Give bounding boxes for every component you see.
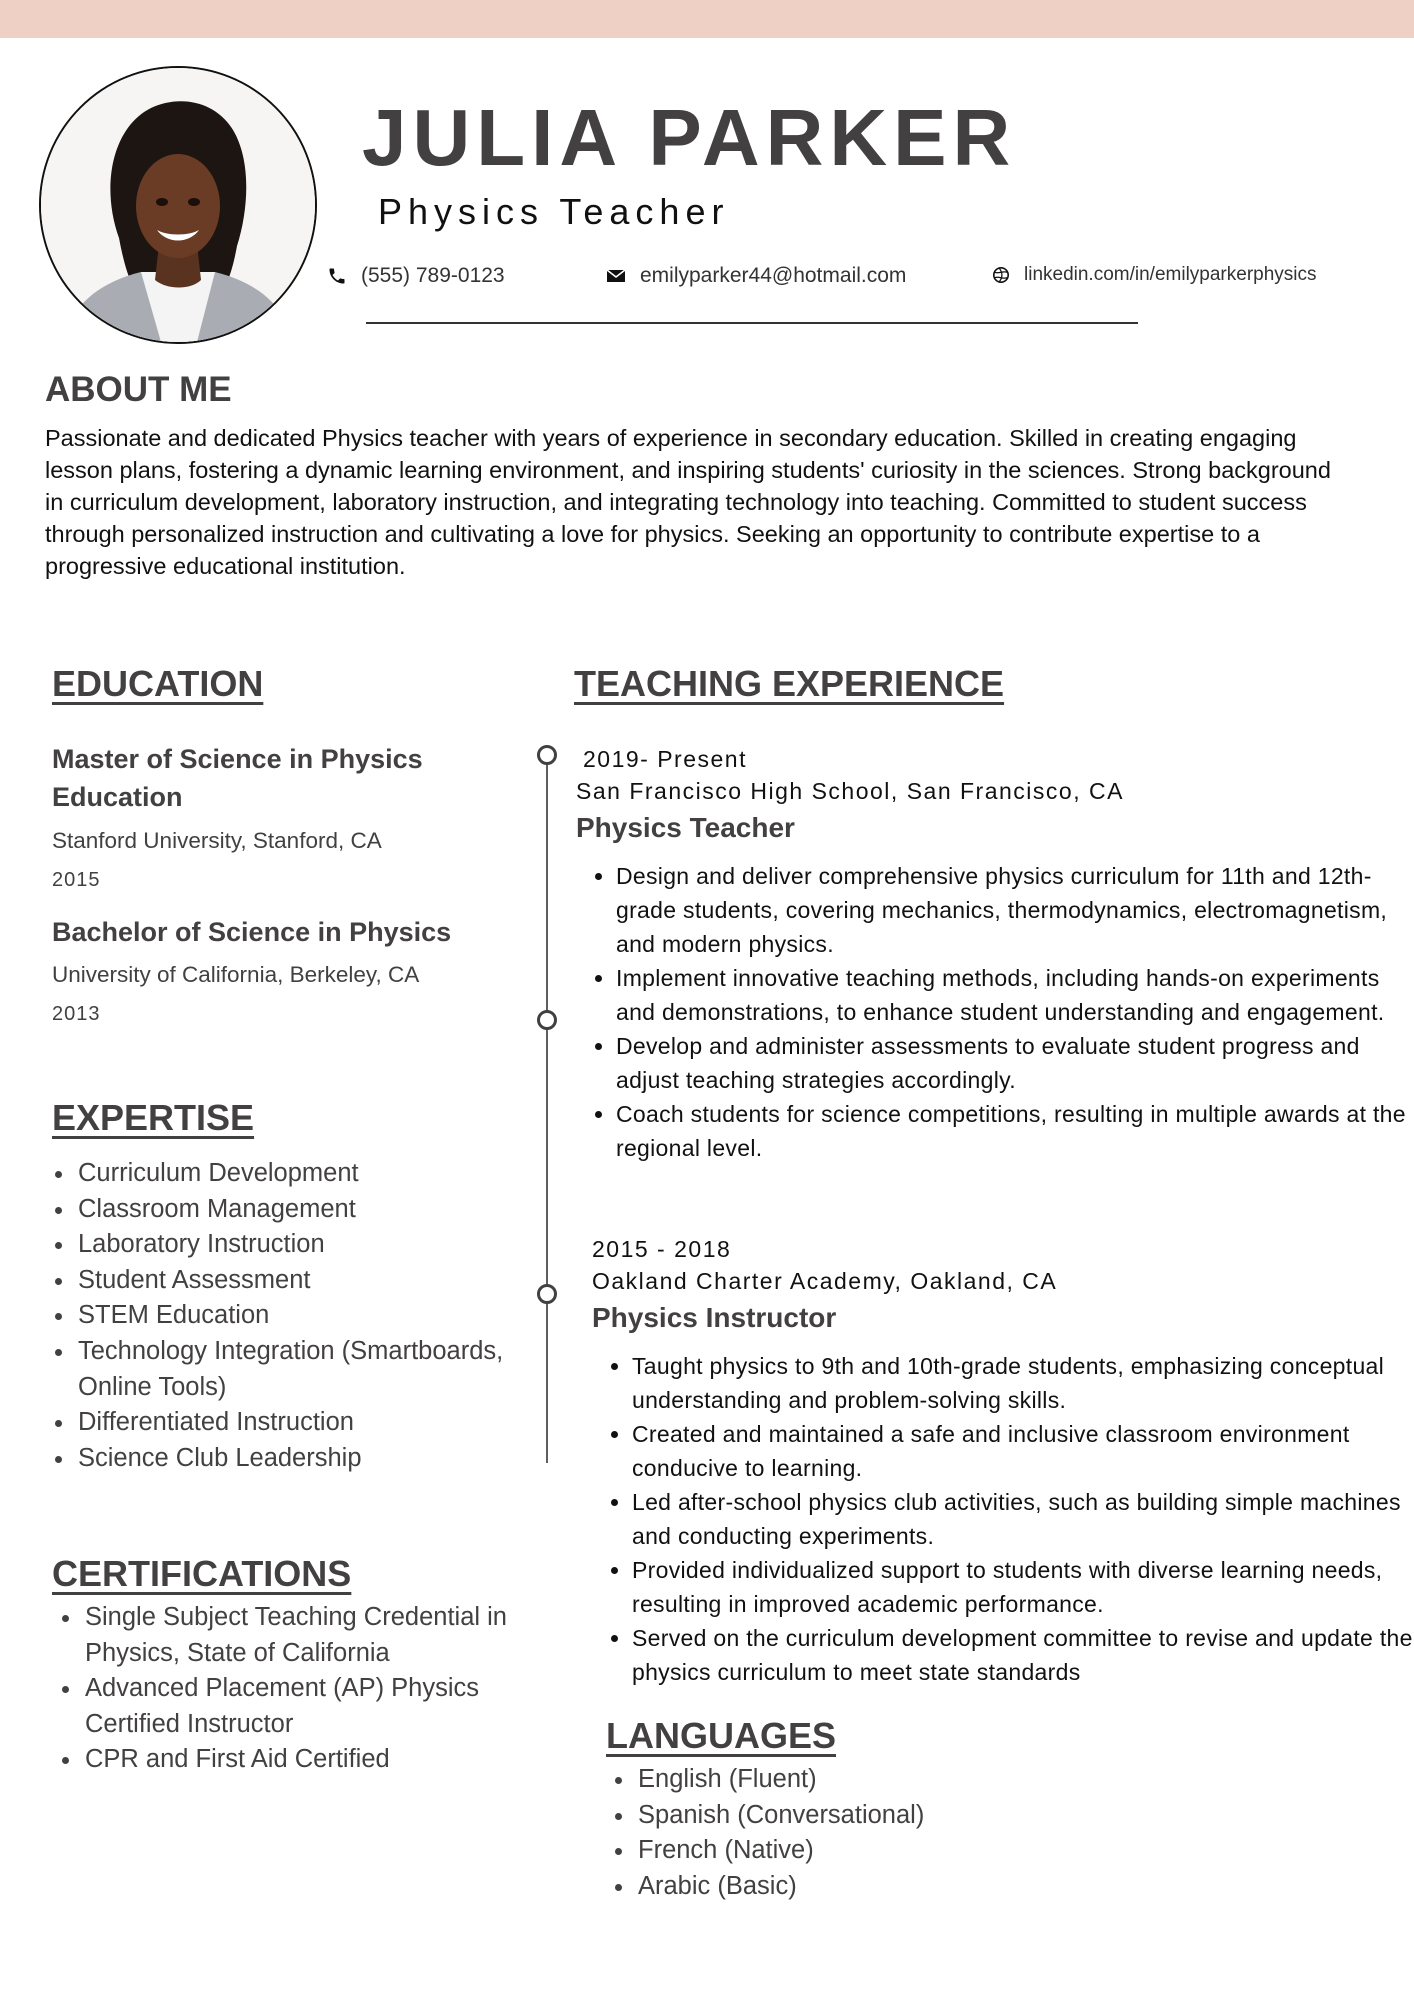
expertise-item: • STEM Education — [76, 1298, 516, 1334]
timeline-line — [546, 753, 548, 1463]
timeline-dot — [537, 745, 557, 765]
globe-icon — [992, 266, 1010, 284]
education-institution: University of California, Berkeley, CA — [52, 962, 420, 987]
candidate-title: Physics Teacher — [378, 191, 730, 232]
duty-item: • Provided individualized support to students with diverse learning needs, resulting in improved academic performance. — [632, 1553, 1414, 1621]
job-period: 2015 - 2018 — [592, 1236, 732, 1262]
candidate-name: JULIA PARKER — [362, 93, 1017, 182]
top-accent-bar — [0, 0, 1414, 38]
duty-item: • Served on the curriculum development committee to revise and update the physics curriculum to meet state standards — [632, 1621, 1414, 1689]
certifications-heading: CERTIFICATIONS — [52, 1553, 352, 1594]
language-item: • Arabic (Basic) — [636, 1869, 1136, 1905]
certification-item: • Advanced Placement (AP) Physics Certified Instructor — [83, 1671, 553, 1742]
languages-list — [612, 1762, 1136, 1904]
timeline-dot — [537, 1284, 557, 1304]
expertise-item: • Technology Integration (Smartboards, Online Tools) — [76, 1334, 516, 1405]
phone-icon — [327, 266, 347, 286]
job-period: 2019- Present — [583, 746, 747, 772]
duty-item: • Created and maintained a safe and inclusive classroom environment conducive to learning. — [632, 1417, 1414, 1485]
expertise-list — [52, 1156, 516, 1476]
education-year: 2015 — [52, 869, 101, 891]
email-text[interactable]: emilyparker44@hotmail.com — [640, 264, 907, 287]
duty-item: • Taught physics to 9th and 10th-grade students, emphasizing conceptual understanding and problem-solving skills. — [632, 1349, 1414, 1417]
duty-item: • Led after-school physics club activities, such as building simple machines and conducting experiments. — [632, 1485, 1414, 1553]
expertise-heading: EXPERTISE — [52, 1097, 255, 1138]
envelope-icon — [606, 268, 626, 284]
language-item: • Spanish (Conversational) — [636, 1798, 1136, 1834]
expertise-item: • Curriculum Development — [76, 1156, 516, 1192]
expertise-item: • Student Assessment — [76, 1263, 516, 1299]
certifications-list — [59, 1600, 553, 1778]
education-heading: EDUCATION — [52, 663, 264, 704]
education-institution: Stanford University, Stanford, CA — [52, 828, 382, 853]
certification-item: • CPR and First Aid Certified — [83, 1742, 553, 1778]
certification-item: • Single Subject Teaching Credential in Physics, State of California — [83, 1600, 553, 1671]
job-role: Physics Teacher — [576, 812, 795, 843]
expertise-item: • Science Club Leadership — [76, 1441, 516, 1477]
job-school: Oakland Charter Academy, Oakland, CA — [592, 1268, 1058, 1294]
job-role: Physics Instructor — [592, 1302, 837, 1333]
expertise-item: • Laboratory Instruction — [76, 1227, 516, 1263]
expertise-item: • Differentiated Instruction — [76, 1405, 516, 1441]
phone-text[interactable]: (555) 789-0123 — [361, 264, 505, 287]
about-text: Passionate and dedicated Physics teacher with years of experience in secondary education. Skilled in creating engaging lesson plans, fostering a dynamic learning environment, and inspiring students' curiosity in the sciences. Strong background in curriculum development, laboratory instruction, and integrating technology into teaching. Committed to student success through personalized instruction and cultivating a love for physics. Seeking an opportunity to contribute expertise to a progressive educational institution. — [45, 425, 1331, 579]
job-school: San Francisco High School, San Francisco, CA — [576, 778, 1124, 804]
education-year: 2013 — [52, 1003, 101, 1025]
duty-item: • Design and deliver comprehensive physics curriculum for 11th and 12th-grade students, covering mechanics, thermodynamics, electromagnetism, and modern physics. — [616, 859, 1414, 961]
education-degree: Bachelor of Science in Physics — [52, 917, 452, 947]
language-item: • French (Native) — [636, 1833, 1136, 1869]
languages-heading: LANGUAGES — [606, 1715, 837, 1756]
portrait-illustration — [41, 68, 315, 342]
duty-item: • Implement innovative teaching methods, including hands-on experiments and demonstrations, to enhance student understanding and engagement. — [616, 961, 1414, 1029]
language-item: • English (Fluent) — [636, 1762, 1136, 1798]
expertise-item: • Classroom Management — [76, 1192, 516, 1228]
education-degree: Master of Science in Physics Education — [52, 744, 423, 812]
experience-heading: TEACHING EXPERIENCE — [574, 663, 1005, 704]
profile-photo — [39, 66, 317, 344]
duty-item: • Develop and administer assessments to evaluate student progress and adjust teaching strategies accordingly. — [616, 1029, 1414, 1097]
contact-linkedin — [992, 264, 1317, 286]
job-duties — [576, 859, 1414, 1165]
contact-email — [606, 264, 906, 288]
linkedin-text[interactable]: linkedin.com/in/emilyparkerphysics — [1024, 264, 1317, 285]
timeline-dot — [537, 1010, 557, 1030]
contact-phone — [327, 264, 505, 288]
about-heading: ABOUT ME — [45, 370, 232, 409]
header-divider — [366, 322, 1138, 324]
duty-item: • Coach students for science competitions, resulting in multiple awards at the regional level. — [616, 1097, 1414, 1165]
job-duties — [592, 1349, 1414, 1689]
